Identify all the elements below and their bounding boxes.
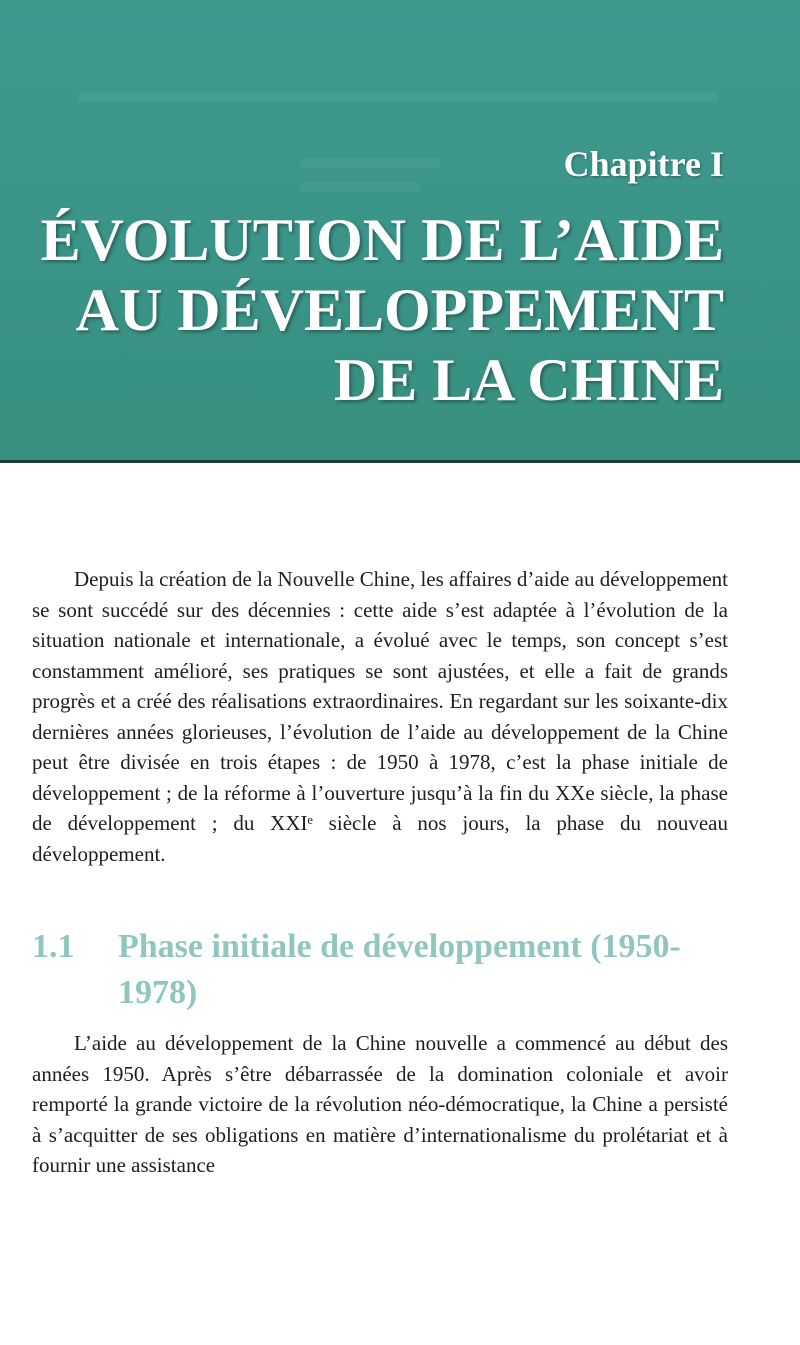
chapter-title-line: ÉVOLUTION DE L’AIDE	[40, 207, 724, 273]
intro-paragraph: Depuis la création de la Nouvelle Chine, les affaires d’aide au développement se sont succédé sur des décennies : cette aide s’est adaptée à l’évolution de la situation nationale et internationale, a évolué avec le temps, son concept s’est constamment amélioré, ses pratiques se sont ajustées, et elle a fait de grands progrès et a créé des réalisations extraordinaires. En regardant sur les soixante-dix dernières années glorieuses, l’évolution de l’aide au développement de la Chine peut être divisée en trois étapes : de 1950 à 1978, c’est la phase initiale de développement ; de la réforme à l’ouverture jusqu’à la fin du XXe siècle, la phase de développement ; du XXIᵉ siècle à nos jours, la phase du nouveau développement.	[32, 567, 728, 866]
banner-texture	[300, 182, 420, 192]
chapter-banner	[0, 0, 800, 463]
chapter-label: Chapitre I	[563, 144, 724, 184]
chapter-title	[41, 205, 724, 415]
chapter-title-line: DE LA CHINE	[333, 347, 724, 413]
banner-texture	[300, 158, 440, 168]
section-paragraph: L’aide au développement de la Chine nouvelle a commencé au début des années 1950. Après s’être débarrassée de la domination coloniale et avoir remporté la grande victoire de la révolution néo-démocratique, la Chine a persisté à s’acquitter de ses obligations en matière d’internationalisme du prolétariat et à fournir une assistance	[32, 1031, 728, 1177]
chapter-title-line: AU DÉVELOPPEMENT	[75, 277, 724, 343]
section-heading: Phase initiale de développement (1950-1978)	[118, 928, 681, 1011]
section-number: 1.1	[32, 928, 75, 965]
banner-texture	[78, 92, 718, 102]
